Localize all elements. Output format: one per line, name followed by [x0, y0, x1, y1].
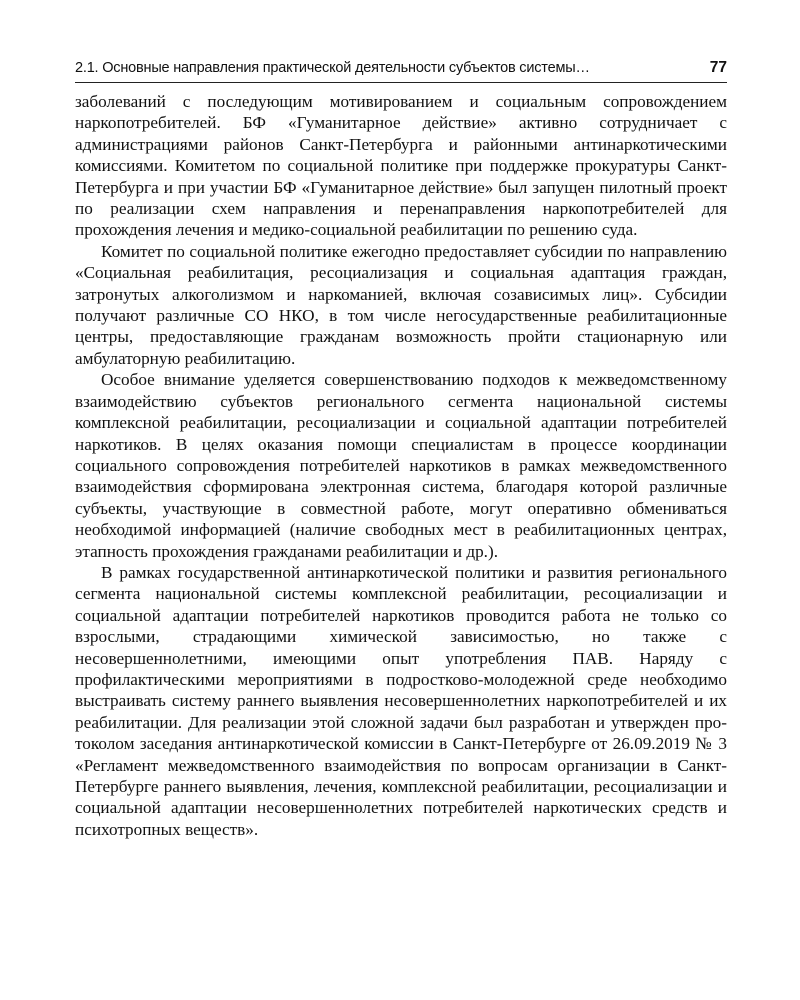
running-header — [75, 58, 727, 83]
page-number: 77 — [709, 59, 727, 76]
paragraph: В рамках государственной антинаркотической политики и развития регионального сегмента национальной системы комплексной реабилитации, ресоциализации и социальной адаптации потребителей наркотиков проводится работа не только со взрослыми, страдающими химической зависимостью, но также с несовершеннолетними, имеющими опыт употребления ПАВ. Наряду с профилактическими мероприятиями в подростково-молодежной среде необходимо выстраивать систему раннего выявления несовершеннолетних наркопотребителей и их реабилитации. Для реализации этой сложной задачи был разработан и утвержден протоколом заседания антинаркотической комиссии в Санкт-Петербурге от 26.09.2019 № 3 «Регламент межведомственного взаимодействия по вопросам организации в Санкт-Петербурге раннего выявления, лечения, комплексной реабилитации, ресоциализации и социальной адаптации несовершеннолетних потребителей наркотических средств и психотропных веществ». — [75, 562, 727, 839]
paragraph-continued: заболеваний с последующим мотивированием и социальным сопровождением наркопотребителей. БФ «Гуманитарное действие» активно сотрудничает с администрациями районов Санкт-Петербурга и районными антинаркотическими комиссиями. Комитетом по социальной политике при поддержке прокуратуры Санкт-Петербурга и при участии БФ «Гуманитарное действие» был запущен пилотный проект по реализации схем направления и перенаправления наркопотребителей для прохождения лечения и медико-социальной реабилитации по решению суда. — [75, 92, 727, 240]
body-text — [75, 91, 727, 840]
paragraph: Комитет по социальной политике ежегодно предоставляет субсидии по направлению «Социальная реабилитация, ресоциализация и социальная адаптация граждан, затронутых алкоголизмом и наркоманией, включая созависимых лиц». Субсидии получают различные СО НКО, в том числе негосударственные реабилитационные центры, предоставляющие гражданам возможность пройти стационарную или амбулаторную реабилитацию. — [75, 241, 727, 368]
paragraph: Особое внимание уделяется совершенствованию подходов к межведомственному взаимодействию субъектов регионального сегмента национальной системы комплексной реабилитации, ресоциализации и социальной адаптации потребителей наркотиков. В целях оказания помощи специалистам в процессе координации социального сопровождения потребителей наркотиков в рамках межведомственного взаимодействия сформирована электронная система, благодаря которой различные субъекты, участвующие в совместной работе, могут оперативно обмениваться необходимой информацией (наличие свободных мест в реабилитационных центрах, этапность прохождения гражданами реабилитации и др.). — [75, 370, 727, 561]
running-header-title: 2.1. Основные направления практической деятельности субъектов системы… — [75, 60, 590, 76]
